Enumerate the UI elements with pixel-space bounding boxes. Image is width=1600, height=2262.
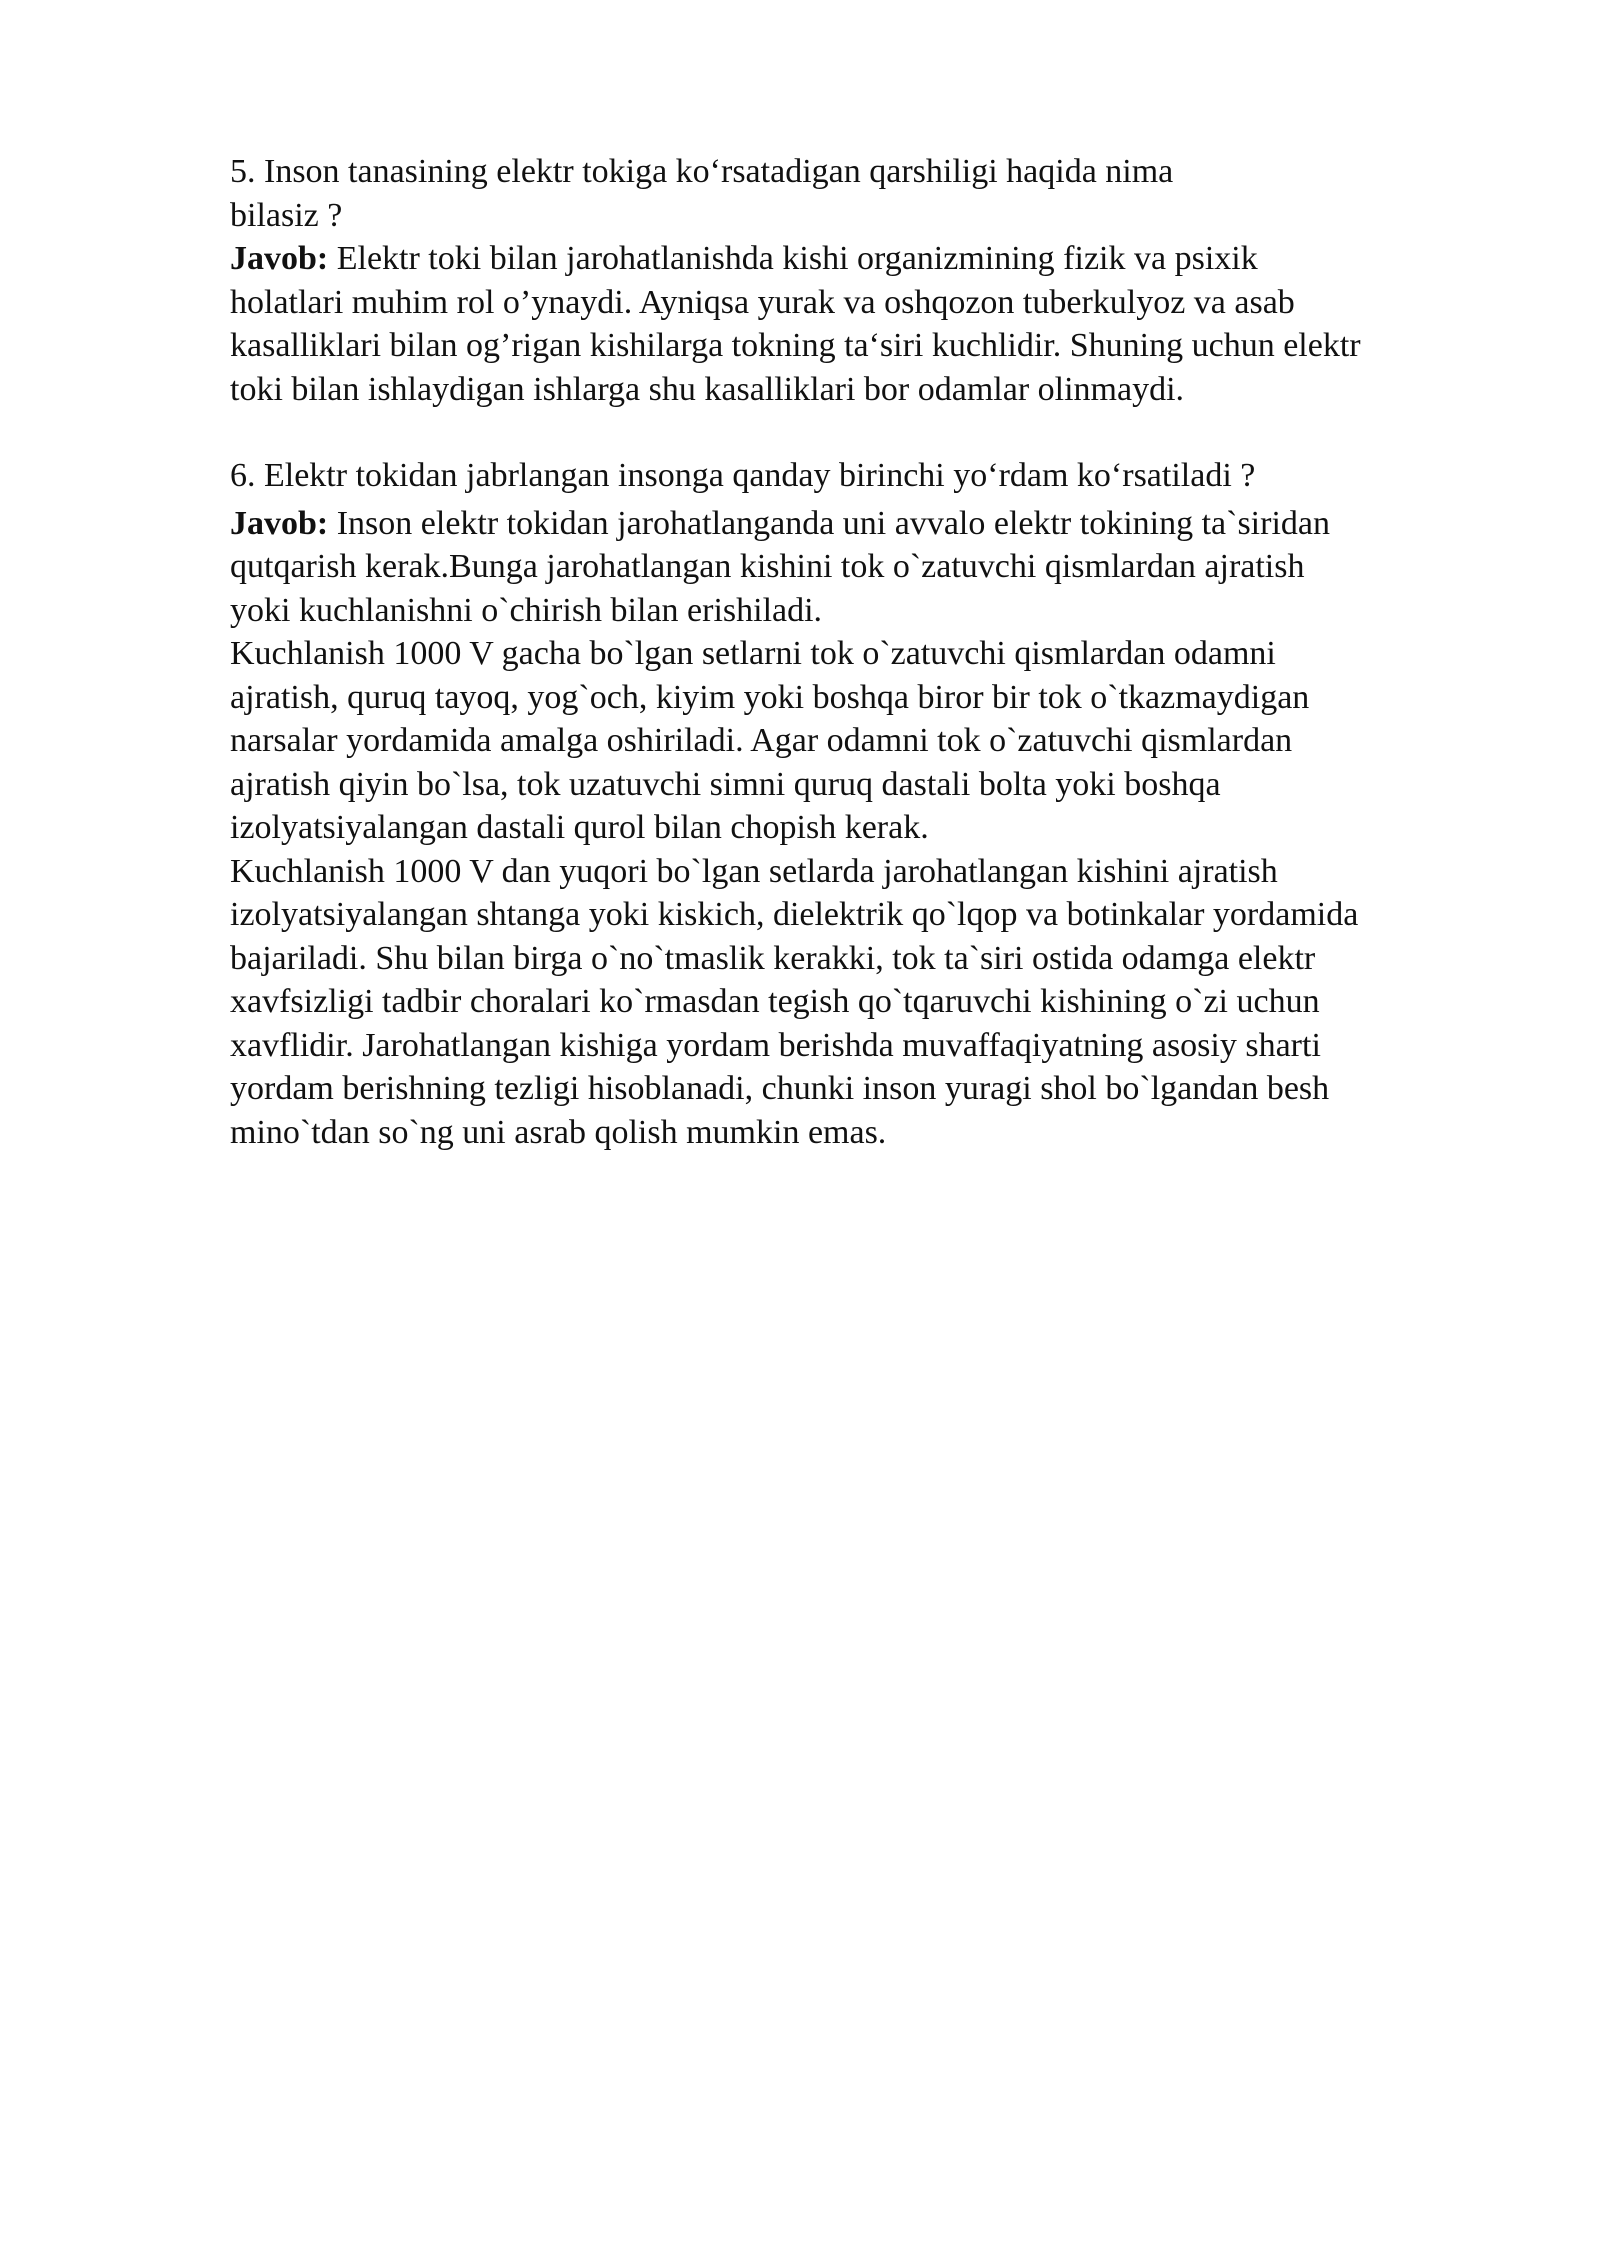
answer-6-line: yoki kuchlanishni o`chirish bilan erishiladi.: [230, 591, 823, 629]
paragraph-spacer: [230, 411, 1550, 454]
question-6-line: 6. Elektr tokidan jabrlangan insonga qanday birinchi yo‘rdam ko‘rsatiladi ?: [230, 457, 1256, 494]
question-5-block: [230, 150, 1550, 411]
answer-5-line: holatlari muhim rol o’ynaydi. Ayniqsa yurak va oshqozon tuberkulyoz va asab: [230, 283, 1295, 321]
answer-6-line: qutqarish kerak.Bunga jarohatlangan kishini tok o`zatuvchi qismlardan ajratish: [230, 548, 1305, 585]
answer-6-line: [230, 502, 1550, 546]
answer-6-line: ajratish, quruq tayoq, yog`och, kiyim yoki boshqa biror bir tok o`tkazmaydigan: [230, 678, 1310, 716]
answer-label: Javob:: [230, 504, 329, 542]
question-5-line: bilasiz ?: [230, 196, 343, 234]
answer-6-line: Kuchlanish 1000 V gacha bo`lgan setlarni tok o`zatuvchi qismlardan odamni: [230, 635, 1276, 672]
answer-5-text: Elektr toki bilan jarohatlanishda kishi organizmining fizik va psixik: [328, 240, 1258, 277]
answer-6-line: Kuchlanish 1000 V dan yuqori bo`lgan setlarda jarohatlangan kishini ajratish: [230, 852, 1278, 890]
answer-5-line: toki bilan ishlaydigan ishlarga shu kasalliklari bor odamlar olinmaydi.: [230, 370, 1185, 408]
answer-6-text: Inson elektr tokidan jarohatlanganda uni avvalo elektr tokining ta`siridan: [328, 504, 1330, 542]
answer-6-line: mino`tdan so`ng uni asrab qolish mumkin emas.: [230, 1113, 887, 1151]
answer-6-line: narsalar yordamida amalga oshiriladi. Agar odamni tok o`zatuvchi qismlardan: [230, 722, 1293, 759]
question-5-line: 5. Inson tanasining elektr tokiga ko‘rsatadigan qarshiligi haqida nima: [230, 153, 1174, 190]
answer-6-line: ajratish qiyin bo`lsa, tok uzatuvchi simni quruq dastali bolta yoki boshqa: [230, 765, 1221, 803]
document-page: [230, 150, 1550, 1154]
answer-6-line: xavflidir. Jarohatlangan kishiga yordam berishda muvaffaqiyatning asosiy sharti: [230, 1026, 1321, 1064]
answer-6-line: yordam berishning tezligi hisoblanadi, chunki inson yuragi shol bo`lgandan besh: [230, 1070, 1330, 1107]
answer-6-line: bajariladi. Shu bilan birga o`no`tmaslik kerakki, tok ta`siri ostida odamga elektr: [230, 939, 1316, 977]
question-6-block: [230, 454, 1550, 1154]
answer-label: Javob:: [230, 240, 329, 277]
answer-6-line: izolyatsiyalangan shtanga yoki kiskich, dielektrik qo`lqop va botinkalar yordamida: [230, 896, 1359, 933]
answer-5-line: [230, 237, 1550, 281]
answer-6-line: izolyatsiyalangan dastali qurol bilan chopish kerak.: [230, 809, 929, 846]
answer-6-line: xavfsizligi tadbir choralari ko`rmasdan tegish qo`tqaruvchi kishining o`zi uchun: [230, 983, 1320, 1020]
answer-5-line: kasalliklari bilan og’rigan kishilarga tokning ta‘siri kuchlidir. Shuning uchun elektr: [230, 327, 1361, 364]
